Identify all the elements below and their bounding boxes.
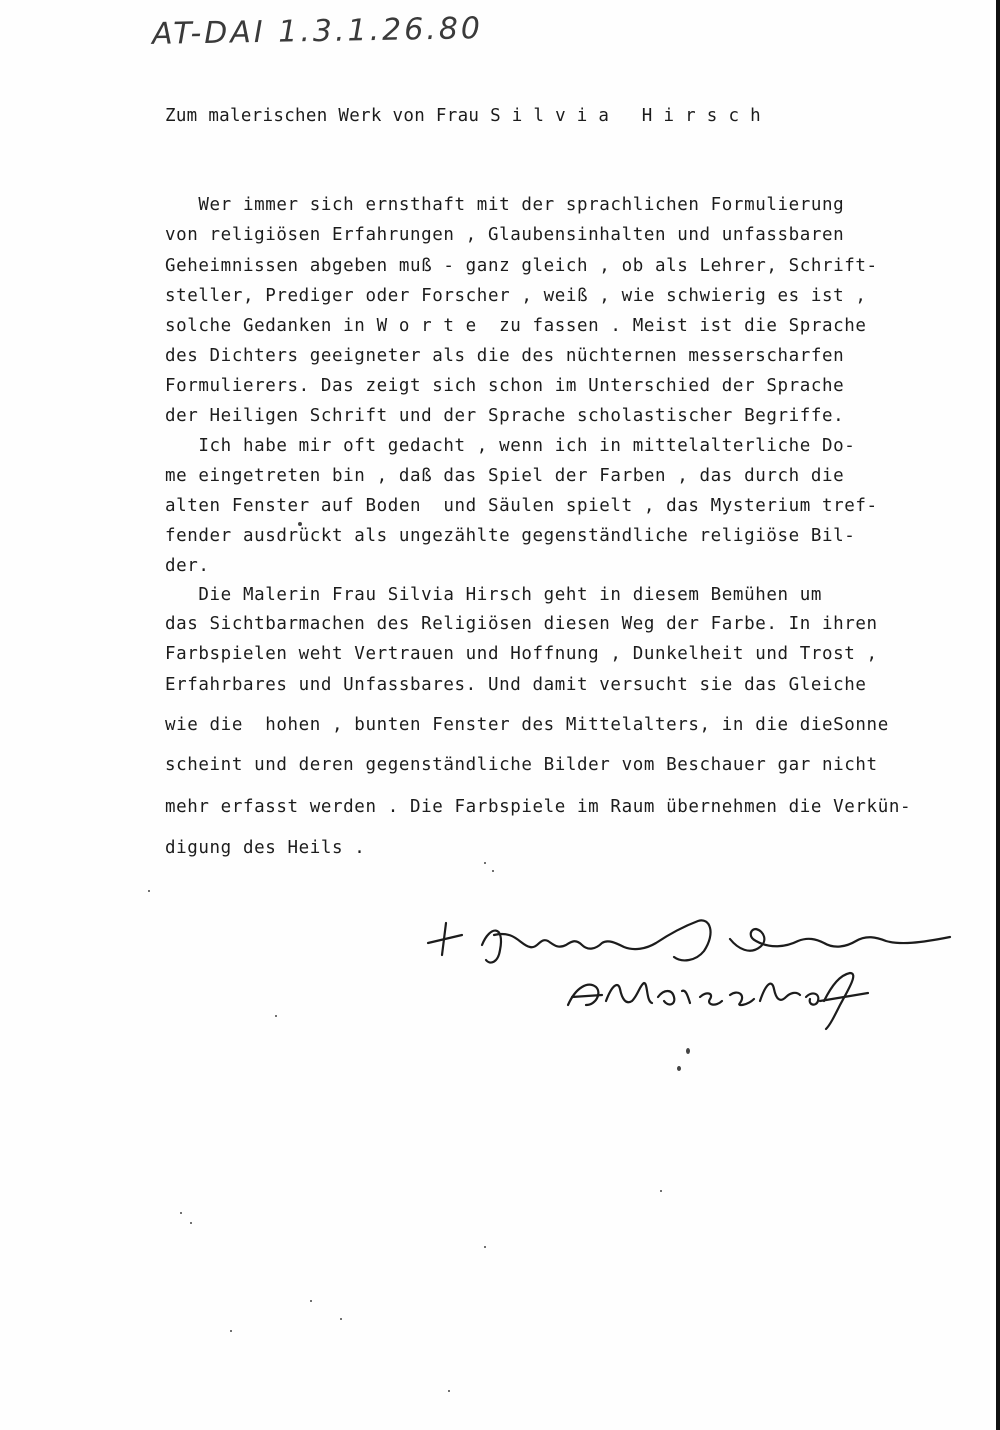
text-line: Formulierers. Das zeigt sich schon im Unterschied der Sprache xyxy=(165,376,845,396)
scan-speck xyxy=(492,870,494,872)
scan-speck xyxy=(190,1222,192,1224)
text-line: wie die hohen , bunten Fenster des Mittelalters, in die dieSonne xyxy=(165,715,889,735)
text-line: digung des Heils . xyxy=(165,838,366,858)
handwritten-signature xyxy=(420,905,960,1035)
scan-speck xyxy=(298,522,302,526)
scan-border xyxy=(996,0,1000,1430)
scan-speck xyxy=(230,1330,232,1332)
scan-speck xyxy=(448,1390,450,1392)
scan-speck xyxy=(660,1190,662,1192)
text-line: mehr erfasst werden . Die Farbspiele im Raum übernehmen die Verkün- xyxy=(165,797,912,817)
document-title: Zum malerischen Werk von Frau S i l v i a H i r s c h xyxy=(165,106,761,126)
text-line: Wer immer sich ernsthaft mit der sprachlichen Formulierung xyxy=(165,195,845,215)
text-line: das Sichtbarmachen des Religiösen diesen Weg der Farbe. In ihren xyxy=(165,614,878,634)
text-line: Geheimnissen abgeben muß - ganz gleich , ob als Lehrer, Schrift- xyxy=(165,256,878,276)
text-line: des Dichters geeigneter als die des nüchternen messerscharfen xyxy=(165,346,845,366)
text-line: steller, Prediger oder Forscher , weiß , wie schwierig es ist , xyxy=(165,286,867,306)
scan-speck xyxy=(148,890,150,892)
scan-speck xyxy=(686,1048,690,1054)
text-line: der Heiligen Schrift und der Sprache scholastischer Begriffe. xyxy=(165,406,845,426)
signature-drawing xyxy=(420,905,960,1035)
text-line: Farbspielen weht Vertrauen und Hoffnung , Dunkelheit und Trost , xyxy=(165,644,878,664)
scan-speck xyxy=(180,1212,182,1214)
scan-speck xyxy=(340,1318,342,1320)
text-line: Erfahrbares und Unfassbares. Und damit versucht sie das Gleiche xyxy=(165,675,867,695)
scan-speck xyxy=(275,1015,277,1017)
text-line: me eingetreten bin , daß das Spiel der Farben , das durch die xyxy=(165,466,845,486)
text-line: Ich habe mir oft gedacht , wenn ich in mittelalterliche Do- xyxy=(165,436,856,456)
text-line: solche Gedanken in W o r t e zu fassen . Meist ist die Sprache xyxy=(165,316,867,336)
text-line: der. xyxy=(165,556,210,576)
scan-speck xyxy=(310,1300,312,1302)
scan-speck xyxy=(484,862,486,864)
text-line: alten Fenster auf Boden und Säulen spielt , das Mysterium tref- xyxy=(165,496,878,516)
text-line: fender ausdrückt als ungezählte gegenständliche religiöse Bil- xyxy=(165,526,856,546)
text-line: von religiösen Erfahrungen , Glaubensinhalten und unfassbaren xyxy=(165,225,845,245)
text-line: scheint und deren gegenständliche Bilder vom Beschauer gar nicht xyxy=(165,755,878,775)
scan-speck xyxy=(677,1066,681,1071)
scan-speck xyxy=(484,1246,486,1248)
text-line: Die Malerin Frau Silvia Hirsch geht in diesem Bemühen um xyxy=(165,585,823,605)
archive-number: AT-DAI 1.3.1.26.80 xyxy=(151,11,484,52)
